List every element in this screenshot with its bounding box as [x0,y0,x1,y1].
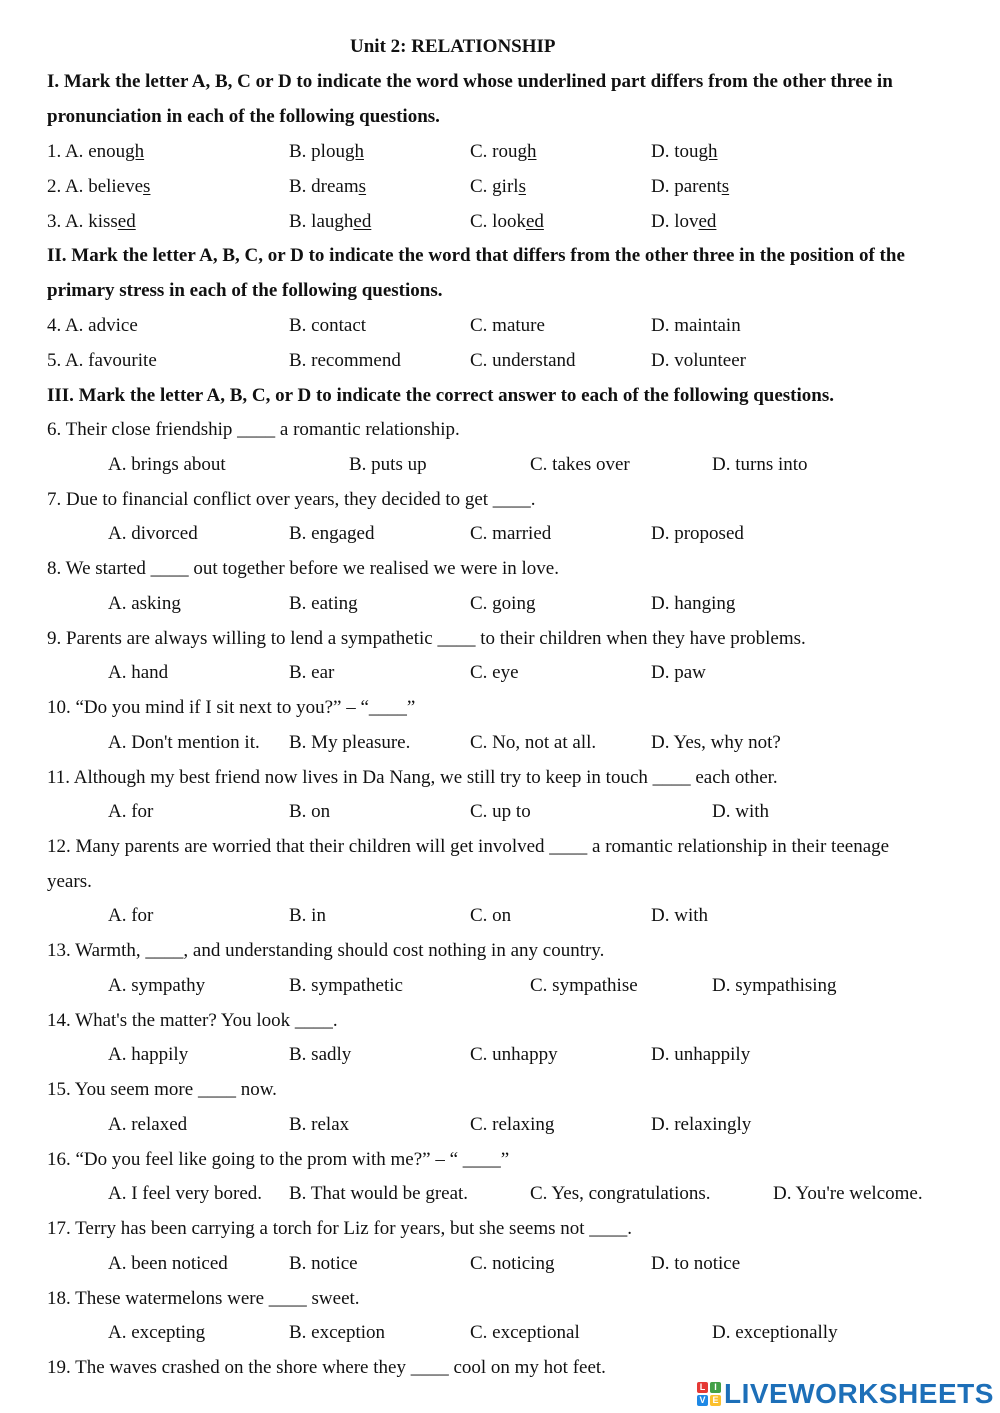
option-2a-prefix: 2. A. [47,176,89,197]
option-7c[interactable]: C. married [470,523,552,544]
option-14d[interactable]: D. unhappily [651,1044,751,1065]
option-2d[interactable] [651,176,729,198]
option-15b[interactable]: B. relax [289,1114,350,1135]
option-1b-underlined: gh [344,141,364,162]
option-3b-underlined: ed [353,211,372,232]
option-14b[interactable]: B. sadly [289,1044,352,1065]
option-2c[interactable] [470,176,526,198]
option-1a-prefix: 1. A. [47,141,89,162]
option-16a[interactable]: A. I feel very bored. [108,1183,263,1204]
option-2c-underlined: s [518,176,526,197]
option-1d-underlined: gh [698,141,718,162]
option-3c[interactable] [470,211,544,233]
option-8c[interactable]: C. going [470,593,536,614]
option-8a[interactable]: A. asking [108,593,181,614]
option-8d[interactable]: D. hanging [651,593,736,614]
option-1b-stem: B. plou [289,141,345,162]
section-2-line-2: primary stress in each of the following questions. [47,280,443,301]
section-2-line-1: II. Mark the letter A, B, C, or D to indicate the word that differs from the other three in the position of the [47,245,905,266]
option-13a[interactable]: A. sympathy [108,975,206,996]
option-6b[interactable]: B. puts up [349,454,427,475]
option-1c-stem: C. rou [470,141,518,162]
option-12b[interactable]: B. in [289,905,326,926]
page-title: Unit 2: RELATIONSHIP [350,36,556,57]
option-7d[interactable]: D. proposed [651,523,744,544]
option-9d[interactable]: D. paw [651,662,706,683]
question-6-stem: 6. Their close friendship ____ a romantic relationship. [47,419,460,440]
option-12d[interactable]: D. with [651,905,708,926]
option-3b[interactable] [289,211,371,233]
question-11-stem: 11. Although my best friend now lives in Da Nang, we still try to keep in touch ____ each other. [47,767,778,788]
option-2d-stem: D. parent [651,176,722,197]
option-2b-stem: B. dream [289,176,359,197]
option-18a[interactable]: A. excepting [108,1322,206,1343]
option-10c[interactable]: C. No, not at all. [470,732,597,753]
option-3d[interactable] [651,211,716,233]
option-5d[interactable]: D. volunteer [651,350,746,371]
option-3d-underlined: ed [698,211,717,232]
option-5c[interactable]: C. understand [470,350,576,371]
option-12a[interactable]: A. for [108,905,154,926]
question-9-stem: 9. Parents are always willing to lend a sympathetic ____ to their children when they have problems. [47,628,806,649]
option-2c-stem: C. girl [470,176,519,197]
option-18c[interactable]: C. exceptional [470,1322,580,1343]
question-18-stem: 18. These watermelons were ____ sweet. [47,1288,360,1309]
option-13b[interactable]: B. sympathetic [289,975,403,996]
question-8-stem: 8. We started ____ out together before we realised we were in love. [47,558,559,579]
option-1c-underlined: gh [517,141,537,162]
option-11d[interactable]: D. with [712,801,769,822]
option-11a[interactable]: A. for [108,801,154,822]
section-1-line-1: I. Mark the letter A, B, C or D to indicate the word whose underlined part differs from the other three in [47,71,893,92]
logo-icon-letter: I [710,1382,721,1393]
option-2b[interactable] [289,176,366,198]
option-2a-stem: believe [88,176,144,197]
option-1a-stem: enou [88,141,126,162]
option-7a[interactable]: A. divorced [108,523,198,544]
option-4a[interactable]: 4. A. advice [47,315,138,336]
option-16b[interactable]: B. That would be great. [289,1183,469,1204]
question-19-stem: 19. The waves crashed on the shore where they ____ cool on my hot feet. [47,1357,606,1378]
option-4d[interactable]: D. maintain [651,315,741,336]
option-7b[interactable]: B. engaged [289,523,375,544]
option-1a-underlined: gh [125,141,145,162]
option-13c[interactable]: C. sympathise [530,975,638,996]
option-3a-stem: kiss [88,211,118,232]
option-17b[interactable]: B. notice [289,1253,358,1274]
option-3c-stem: C. look [470,211,526,232]
option-11c[interactable]: C. up to [470,801,531,822]
option-4c[interactable]: C. mature [470,315,545,336]
option-10d[interactable]: D. Yes, why not? [651,732,781,753]
question-12-stem-continued: years. [47,871,92,892]
question-12-stem: 12. Many parents are worried that their children will get involved ____ a romantic relationship in their teenage [47,836,890,857]
question-10-stem: 10. “Do you mind if I sit next to you?” – “____” [47,697,416,718]
question-14-stem: 14. What's the matter? You look ____. [47,1010,338,1031]
option-17d[interactable]: D. to notice [651,1253,741,1274]
option-3b-stem: B. laugh [289,211,354,232]
option-16d[interactable]: D. You're welcome. [773,1183,923,1204]
option-3a-prefix: 3. A. [47,211,89,232]
option-1d[interactable] [651,141,718,163]
logo-icon-letter: L [697,1382,708,1393]
option-2b-underlined: s [358,176,367,197]
option-9c[interactable]: C. eye [470,662,519,683]
question-17-stem: 17. Terry has been carrying a torch for Liz for years, but she seems not ____. [47,1218,633,1239]
option-6a[interactable]: A. brings about [108,454,226,475]
option-16c[interactable]: C. Yes, congratulations. [530,1183,711,1204]
option-2d-underlined: s [721,176,730,197]
option-9a[interactable]: A. hand [108,662,169,683]
option-15a[interactable]: A. relaxed [108,1114,188,1135]
option-10a[interactable]: A. Don't mention it. [108,732,260,753]
logo-icon-letter: E [710,1395,721,1406]
option-6d[interactable]: D. turns into [712,454,808,475]
option-5b[interactable]: B. recommend [289,350,401,371]
option-15c[interactable]: C. relaxing [470,1114,555,1135]
liveworksheets-logo-icon [697,1382,721,1406]
option-17a[interactable]: A. been noticed [108,1253,228,1274]
option-14a[interactable]: A. happily [108,1044,189,1065]
section-3-heading: III. Mark the letter A, B, C, or D to indicate the correct answer to each of the following questions. [47,385,834,406]
option-9b[interactable]: B. ear [289,662,335,683]
option-1d-stem: D. tou [651,141,699,162]
option-6c[interactable]: C. takes over [530,454,630,475]
option-14c[interactable]: C. unhappy [470,1044,558,1065]
option-4b[interactable]: B. contact [289,315,367,336]
logo-icon-letter: V [697,1395,708,1406]
section-1-line-2: pronunciation in each of the following questions. [47,106,440,127]
option-2a[interactable] [47,176,150,198]
option-10b[interactable]: B. My pleasure. [289,732,411,753]
option-2a-underlined: s [143,176,151,197]
option-15d[interactable]: D. relaxingly [651,1114,752,1135]
option-8b[interactable]: B. eating [289,593,358,614]
question-7-stem: 7. Due to financial conflict over years, they decided to get ____. [47,489,536,510]
option-18d[interactable]: D. exceptionally [712,1322,838,1343]
option-1c[interactable] [470,141,537,163]
option-5a[interactable]: 5. A. favourite [47,350,157,371]
question-16-stem: 16. “Do you feel like going to the prom with me?” – “ ____” [47,1149,510,1170]
option-1b[interactable] [289,141,364,163]
option-3a-underlined: ed [117,211,136,232]
option-3c-underlined: ed [525,211,544,232]
option-11b[interactable]: B. on [289,801,331,822]
option-3d-stem: D. lov [651,211,699,232]
option-1a[interactable] [47,141,144,163]
option-3a[interactable] [47,211,136,233]
question-13-stem: 13. Warmth, ____, and understanding should cost nothing in any country. [47,940,605,961]
option-12c[interactable]: C. on [470,905,512,926]
option-13d[interactable]: D. sympathising [712,975,837,996]
question-15-stem: 15. You seem more ____ now. [47,1079,277,1100]
liveworksheets-logo [697,1378,994,1410]
option-17c[interactable]: C. noticing [470,1253,555,1274]
option-18b[interactable]: B. exception [289,1322,386,1343]
liveworksheets-logo-text: LIVEWORKSHEETS [724,1378,994,1409]
